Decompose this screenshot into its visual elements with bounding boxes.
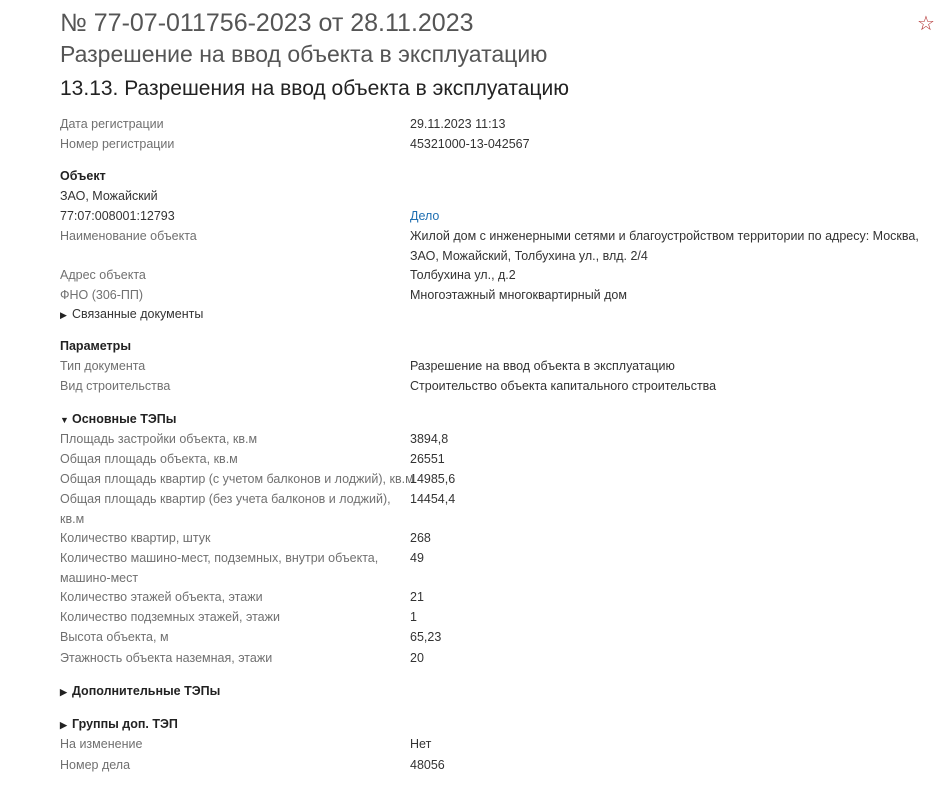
extra-tep-toggle[interactable]: [60, 681, 220, 702]
field-label: Общая площадь объекта, кв.м: [60, 452, 238, 466]
field-label: Количество подземных этажей, этажи: [60, 610, 280, 624]
field-value: 3894,8: [410, 432, 449, 446]
field-value: 26551: [410, 452, 445, 466]
expand-triangle-icon: ▶: [60, 310, 67, 320]
field-value: Разрешение на ввод объекта в эксплуатацию: [410, 359, 675, 373]
field-label: Номер дела: [60, 758, 131, 772]
field-label: Тип документа: [60, 359, 146, 373]
field-label: На изменение: [60, 737, 143, 751]
field-value: 14985,6: [410, 472, 456, 486]
field-value: 14454,4: [410, 492, 456, 506]
related-documents-toggle[interactable]: [60, 304, 203, 325]
toggle-label: Связанные документы: [72, 307, 204, 321]
field-label: Площадь застройки объекта, кв.м: [60, 432, 258, 446]
field-label: Номер регистрации: [60, 137, 175, 151]
case-link[interactable]: Дело: [410, 209, 440, 223]
field-label: Этажность объекта наземная, этажи: [60, 651, 273, 665]
parameters-section-heading: Параметры: [60, 339, 131, 353]
field-value: 1: [410, 610, 417, 624]
field-label: Общая площадь квартир (без учета балконов и лоджий), кв.м: [60, 492, 391, 526]
field-label: Адрес объекта: [60, 268, 146, 282]
groups-tep-toggle[interactable]: [60, 714, 178, 735]
toggle-label: Основные ТЭПы: [72, 412, 177, 426]
favorite-star-icon[interactable]: ☆: [917, 13, 935, 35]
section-title: 13.13. Разрешения на ввод объекта в эксплуатацию: [60, 77, 569, 100]
field-value: 21: [410, 590, 424, 604]
field-label: Количество этажей объекта, этажи: [60, 590, 263, 604]
toggle-label: Группы доп. ТЭП: [72, 717, 178, 731]
expand-triangle-icon: ▶: [60, 720, 67, 730]
field-value: Толбухина ул., д.2: [410, 268, 516, 282]
field-value: 48056: [410, 758, 445, 772]
object-district: ЗАО, Можайский: [60, 189, 158, 203]
document-type-title: Разрешение на ввод объекта в эксплуатацию: [60, 41, 548, 67]
field-label: ФНО (306-ПП): [60, 288, 144, 302]
cadastral-number: 77:07:008001:12793: [60, 209, 175, 223]
field-label: Высота объекта, м: [60, 630, 169, 644]
field-value: 65,23: [410, 630, 442, 644]
field-value: 268: [410, 531, 431, 545]
object-section-heading: Объект: [60, 169, 106, 183]
toggle-label: Дополнительные ТЭПы: [72, 684, 221, 698]
field-value: Многоэтажный многоквартирный дом: [410, 288, 627, 302]
field-label: Количество машино-мест, подземных, внутри объекта, машино-мест: [60, 551, 379, 585]
field-label: Общая площадь квартир (с учетом балконов и лоджий), кв.м: [60, 472, 414, 486]
collapse-triangle-icon: ▼: [60, 415, 69, 425]
field-value: 49: [410, 551, 424, 565]
field-label: Дата регистрации: [60, 117, 164, 131]
field-label: Наименование объекта: [60, 229, 197, 243]
field-value: 29.11.2023 11:13: [410, 117, 506, 131]
field-value: Строительство объекта капитального строительства: [410, 379, 717, 393]
field-label: Вид строительства: [60, 379, 171, 393]
field-value: Жилой дом с инженерными сетями и благоустройством территории по адресу: Москва, ЗАО, Можайский, Толбухина ул., влд. 2/4: [410, 229, 919, 263]
field-label: Количество квартир, штук: [60, 531, 211, 545]
field-value: 45321000-13-042567: [410, 137, 530, 151]
document-number-title: № 77-07-011756-2023 от 28.11.2023: [60, 9, 474, 37]
field-value: 20: [410, 651, 424, 665]
expand-triangle-icon: ▶: [60, 687, 67, 697]
main-tep-toggle[interactable]: [60, 409, 176, 430]
field-value: Нет: [410, 737, 432, 751]
